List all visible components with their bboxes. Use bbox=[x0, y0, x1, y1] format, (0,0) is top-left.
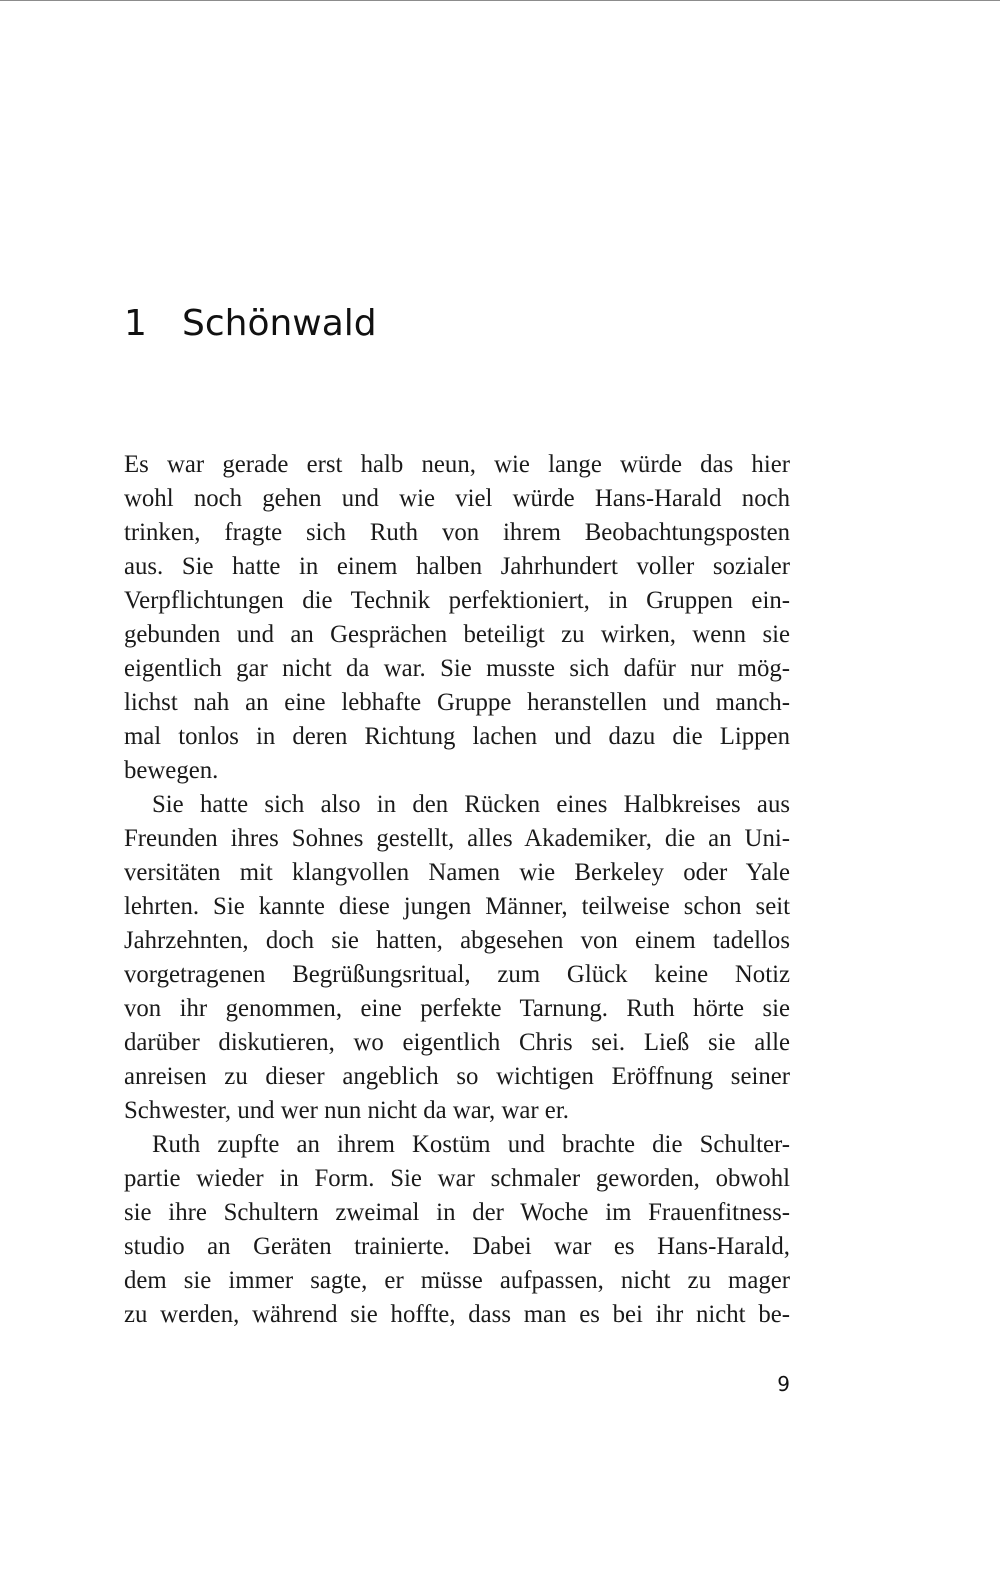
text-line: zu werden, während sie hoffte, dass man es bei ihr nicht be- bbox=[124, 1301, 790, 1328]
page-top-border bbox=[0, 0, 1000, 1]
chapter-number: 1 bbox=[124, 303, 147, 344]
text-line: darüber diskutieren, wo eigentlich Chris sei. Ließ sie alle bbox=[124, 1029, 790, 1056]
chapter-title: Schönwald bbox=[182, 303, 377, 344]
text-line: vorgetragenen Begrüßungsritual, zum Glück keine Notiz bbox=[124, 961, 790, 988]
text-line: Ruth zupfte an ihrem Kostüm und brachte die Schulter- bbox=[152, 1131, 790, 1158]
text-line: studio an Geräten trainierte. Dabei war es Hans-Harald, bbox=[124, 1233, 790, 1260]
text-line: Sie hatte sich also in den Rücken eines Halbkreises aus bbox=[152, 791, 790, 818]
text-line: Verpflichtungen die Technik perfektioniert, in Gruppen ein- bbox=[124, 587, 790, 614]
text-line: Jahrzehnten, doch sie hatten, abgesehen von einem tadellos bbox=[124, 927, 790, 954]
text-line: eigentlich gar nicht da war. Sie musste sich dafür nur mög- bbox=[124, 655, 790, 682]
text-line: trinken, fragte sich Ruth von ihrem Beobachtungsposten bbox=[124, 519, 790, 546]
paragraph-3 bbox=[124, 1128, 790, 1332]
text-line: gebunden und an Gesprächen beteiligt zu wirken, wenn sie bbox=[124, 621, 790, 648]
chapter-heading bbox=[124, 300, 377, 348]
text-line: lichst nah an eine lebhafte Gruppe heranstellen und manch- bbox=[124, 689, 790, 716]
text-line: Es war gerade erst halb neun, wie lange würde das hier bbox=[124, 451, 790, 478]
paragraph-2 bbox=[124, 788, 790, 1128]
text-line: von ihr genommen, eine perfekte Tarnung. Ruth hörte sie bbox=[124, 995, 790, 1022]
text-line: aus. Sie hatte in einem halben Jahrhundert voller sozialer bbox=[124, 553, 790, 580]
text-line: anreisen zu dieser angeblich so wichtigen Eröffnung seiner bbox=[124, 1063, 790, 1090]
text-line: Schwester, und wer nun nicht da war, war er. bbox=[124, 1097, 569, 1124]
text-line: bewegen. bbox=[124, 757, 219, 784]
paragraph-1 bbox=[124, 448, 790, 788]
text-line: partie wieder in Form. Sie war schmaler geworden, obwohl bbox=[124, 1165, 790, 1192]
page-number: 9 bbox=[777, 1372, 790, 1396]
text-line: Freunden ihres Sohnes gestellt, alles Akademiker, die an Uni- bbox=[124, 825, 790, 852]
text-line: sie ihre Schultern zweimal in der Woche im Frauenfitness- bbox=[124, 1199, 790, 1226]
text-line: dem sie immer sagte, er müsse aufpassen, nicht zu mager bbox=[124, 1267, 790, 1294]
text-line: mal tonlos in deren Richtung lachen und dazu die Lippen bbox=[124, 723, 790, 750]
text-line: wohl noch gehen und wie viel würde Hans-Harald noch bbox=[124, 485, 790, 512]
body-text bbox=[124, 448, 790, 1332]
text-line: versitäten mit klangvollen Namen wie Berkeley oder Yale bbox=[124, 859, 790, 886]
text-line: lehrten. Sie kannte diese jungen Männer, teilweise schon seit bbox=[124, 893, 790, 920]
